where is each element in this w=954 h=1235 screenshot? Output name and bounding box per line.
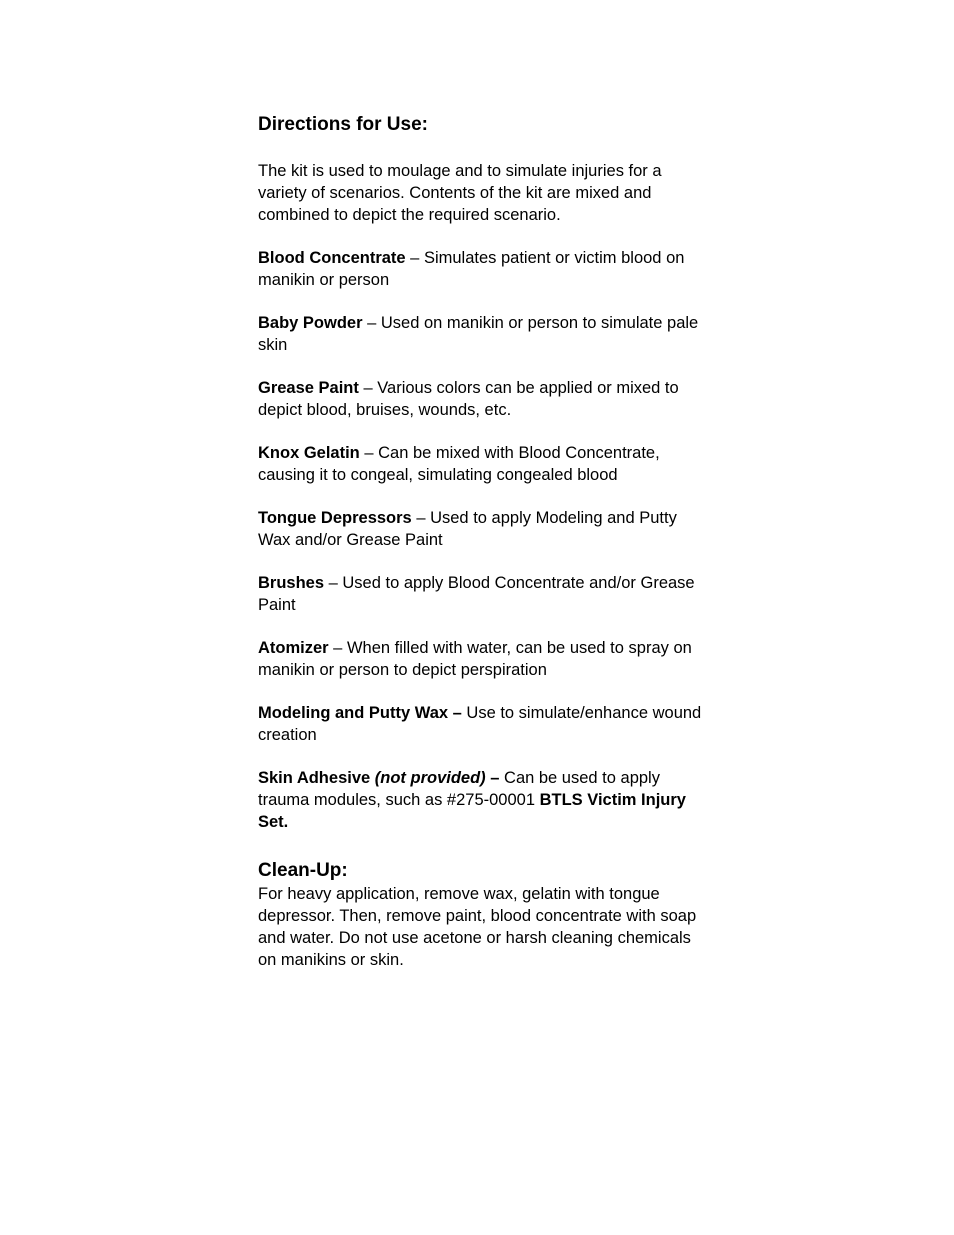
item-description: Used on manikin or person to simulate pale skin (258, 314, 699, 354)
item-separator: – (328, 639, 347, 657)
item-term: Tongue Depressors (258, 509, 412, 527)
item-term: Modeling and Putty Wax – (258, 704, 462, 722)
item-grease-paint (258, 377, 708, 421)
item-term: Skin Adhesive (258, 769, 375, 787)
item-reference: BTLS Victim Injury Set. (258, 791, 686, 831)
document-page (258, 112, 708, 971)
directions-heading: Directions for Use: (258, 114, 428, 135)
item-atomizer (258, 637, 708, 681)
item-skin-adhesive (258, 767, 708, 833)
item-knox-gelatin (258, 442, 708, 486)
item-separator: – (358, 379, 378, 397)
item-term: Knox Gelatin (258, 444, 360, 462)
item-separator: – (411, 509, 431, 527)
item-baby-powder (258, 312, 708, 356)
item-term: Brushes (258, 574, 325, 592)
cleanup-heading: Clean-Up: (258, 860, 348, 881)
item-separator: – (405, 249, 424, 267)
item-brushes (258, 572, 708, 616)
item-separator: – (485, 769, 500, 787)
item-description: Various colors can be applied or mixed to depict blood, bruises, wounds, etc. (258, 379, 679, 419)
item-description: When filled with water, can be used to spray on manikin or person to depict perspiration (258, 639, 692, 679)
item-description: Simulates patient or victim blood on manikin or person (258, 249, 685, 289)
cleanup-body: For heavy application, remove wax, gelatin with tongue depressor. Then, remove paint, blood concentrate with soap and water. Do not use acetone or harsh cleaning chemicals on manikins or skin. (258, 885, 697, 969)
item-term: Atomizer (258, 639, 329, 657)
item-separator: – (324, 574, 343, 592)
item-description: Can be used to apply trauma modules, such as #275-00001 (258, 769, 660, 809)
item-tongue-depressors (258, 507, 708, 551)
item-term: Grease Paint (258, 379, 359, 397)
item-modeling-putty-wax (258, 702, 708, 746)
item-separator: – (359, 444, 379, 462)
item-term: Blood Concentrate (258, 249, 406, 267)
item-description: Can be mixed with Blood Concentrate, causing it to congeal, simulating congealed blood (258, 444, 660, 484)
item-description: Used to apply Modeling and Putty Wax and/or Grease Paint (258, 509, 677, 549)
item-term: Baby Powder (258, 314, 363, 332)
item-blood-concentrate (258, 247, 708, 291)
item-description: Use to simulate/enhance wound creation (258, 704, 702, 744)
item-description: Used to apply Blood Concentrate and/or Grease Paint (258, 574, 695, 614)
item-note: (not provided) (374, 769, 486, 787)
item-separator: – (362, 314, 381, 332)
directions-intro: The kit is used to moulage and to simulate injuries for a variety of scenarios. Contents of the kit are mixed and combined to depict the required scenario. (258, 162, 662, 224)
